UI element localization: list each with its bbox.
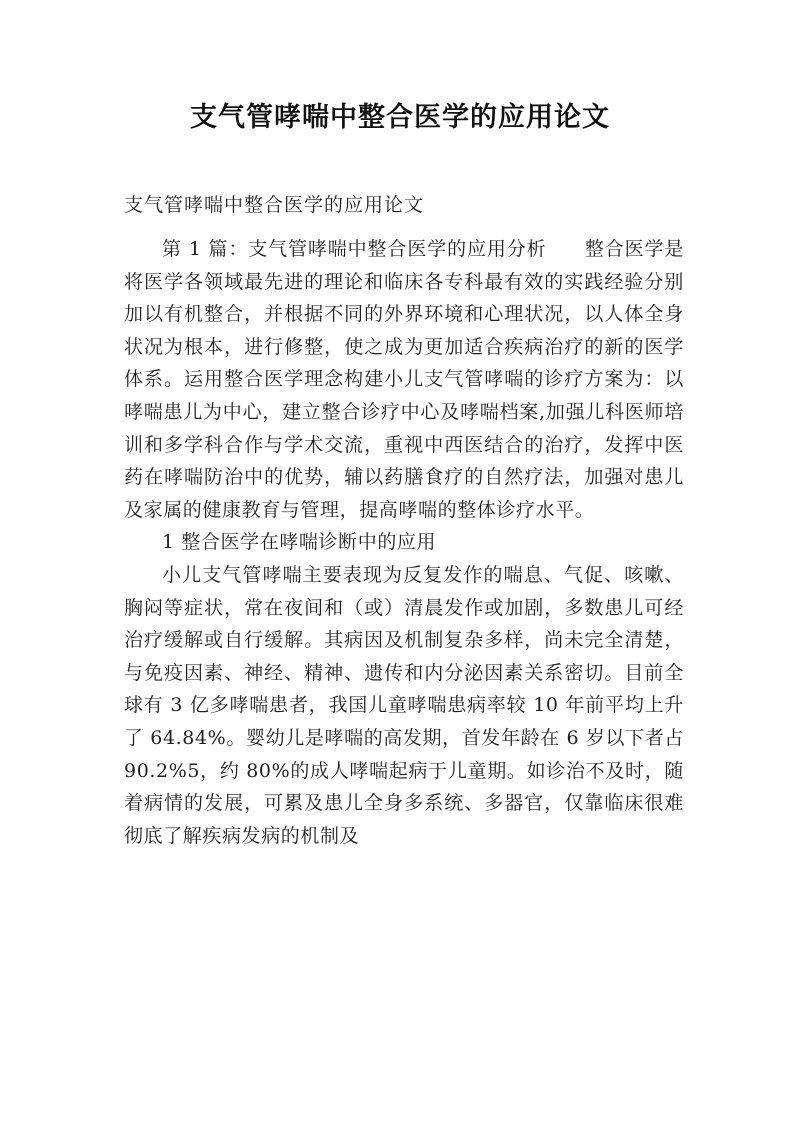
chapter-label: 第 1 篇：支气管哮喘中整合医学的应用分析 — [162, 238, 547, 260]
document-body — [124, 233, 684, 852]
body-paragraph: 小儿支气管哮喘主要表现为反复发作的喘息、气促、咳嗽、胸闷等症状，常在夜间和（或）清晨发作或加剧，多数患儿可经治疗缓解或自行缓解。其病因及机制复杂多样，尚未完全清楚，与免疫因素、神经、精神、遗传和内分泌因素关系密切。目前全球有 3 亿多哮喘患者，我国儿童哮喘患病率较 10 年前平均上升了 64.84%。婴幼儿是哮喘的高发期，首发年龄在 6 岁以下者占 90.2%5，约 80%的成人哮喘起病于儿童期。如诊治不及时，随着病情的发展，可累及患儿全身多系统、多器官，仅靠临床很难彻底了解疾病发病的机制及 — [124, 563, 684, 847]
chapter-paragraph — [124, 233, 684, 526]
document-title: 支气管哮喘中整合医学的应用论文 — [190, 102, 610, 133]
document-subtitle: 支气管哮喘中整合医学的应用论文 — [124, 194, 425, 216]
section-heading: 1 整合医学在哮喘诊断中的应用 — [162, 531, 437, 554]
paragraph-text: 整合医学是将医学各领域最先进的理论和临床各专科最有效的实践经验分别加以有机整合，并根据不同的外界环境和心理状况，以人体全身状况为根本，进行修整，使之成为更加适合疾病治疗的新的医学体系。运用整合医学理念构建小儿支气管哮喘的诊疗方案为：以哮喘患儿为中心，建立整合诊疗中心及哮喘档案,加强儿科医师培训和多学科合作与学术交流，重视中西医结合的治疗，发挥中医药在哮喘防治中的优势，辅以药膳食疗的自然疗法，加强对患儿及家属的健康教育与管理，提高哮喘的整体诊疗水平。 — [124, 238, 684, 521]
